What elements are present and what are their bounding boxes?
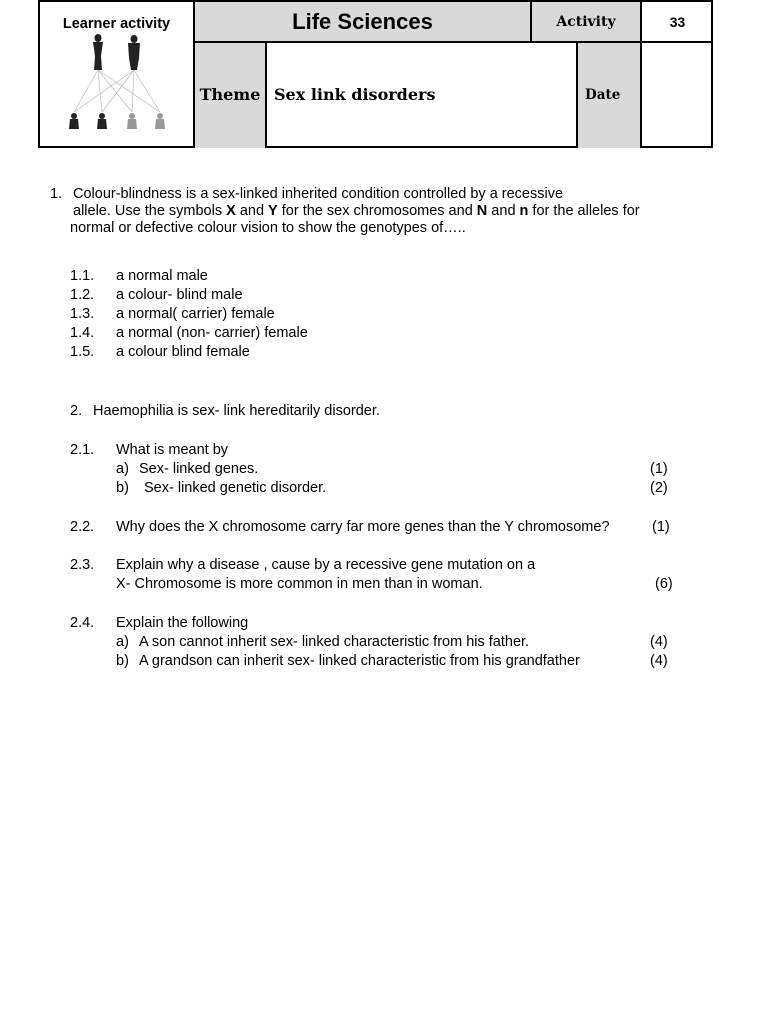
question-1-1-number: 1.1.: [70, 268, 95, 284]
theme-label: Theme: [195, 43, 267, 148]
question-1-3-text: a normal( carrier) female: [116, 306, 275, 322]
question-1-5-text: a colour blind female: [116, 344, 250, 360]
question-1-1-text: a normal male: [116, 268, 208, 284]
header-table: [38, 0, 713, 148]
question-2-4-b-mark: (4): [650, 653, 668, 669]
question-2-1-text: What is meant by: [116, 442, 229, 458]
question-2-1-b-label: b): [116, 480, 129, 496]
question-2-2-text: Why does the X chromosome carry far more genes than the Y chromosome?: [116, 519, 610, 535]
question-2-1-a-text: Sex- linked genes.: [139, 461, 259, 477]
question-2-2-mark: (1): [652, 519, 670, 535]
subject-title: Life Sciences: [195, 2, 532, 43]
activity-number: 33: [642, 2, 713, 43]
learner-activity-label: Learner activity: [62, 16, 171, 32]
question-1-line-1: Colour-blindness is a sex-linked inherited condition controlled by a recessive: [73, 186, 564, 202]
activity-label: Activity: [532, 2, 642, 43]
theme-value: Sex link disorders: [267, 43, 578, 148]
question-1-line-2: allele. Use the symbols X and Y for the sex chromosomes and N and n for the alleles for: [73, 203, 640, 219]
question-2-1-number: 2.1.: [70, 442, 95, 458]
question-2-1-a-mark: (1): [650, 461, 668, 477]
question-1-number: 1.: [50, 186, 63, 202]
question-1-2-text: a colour- blind male: [116, 287, 243, 303]
question-2-4-a-mark: (4): [650, 634, 668, 650]
question-1-3-number: 1.3.: [70, 306, 95, 322]
question-1-4-number: 1.4.: [70, 325, 95, 341]
question-2-3-line-1: Explain why a disease , cause by a recessive gene mutation on a: [116, 557, 536, 573]
date-value: [642, 43, 713, 148]
question-2-3-mark: (6): [655, 576, 673, 592]
question-1-5-number: 1.5.: [70, 344, 95, 360]
question-2-1-a-label: a): [116, 461, 129, 477]
learner-activity-cell: [40, 2, 195, 148]
question-2-4-b-text: A grandson can inherit sex- linked characteristic from his grandfather: [139, 653, 580, 669]
question-1-line-3: normal or defective colour vision to show the genotypes of…..: [70, 220, 466, 236]
question-2-1-b-mark: (2): [650, 480, 668, 496]
question-2-1-b-text: Sex- linked genetic disorder.: [144, 480, 327, 496]
question-2-2-number: 2.2.: [70, 519, 95, 535]
question-2-number: 2.: [70, 403, 83, 419]
family-pedigree-icon: [62, 32, 172, 132]
question-2-4-number: 2.4.: [70, 615, 95, 631]
question-2-3-line-2: X- Chromosome is more common in men than in woman.: [116, 576, 483, 592]
question-2-text: Haemophilia is sex- link hereditarily disorder.: [93, 403, 380, 419]
question-1-2-number: 1.2.: [70, 287, 95, 303]
question-2-4-text: Explain the following: [116, 615, 249, 631]
question-2-3-number: 2.3.: [70, 557, 95, 573]
question-2-4-a-text: A son cannot inherit sex- linked characteristic from his father.: [139, 634, 530, 650]
question-2-4-b-label: b): [116, 653, 129, 669]
date-label: Date: [578, 43, 642, 148]
question-1-4-text: a normal (non- carrier) female: [116, 325, 308, 341]
question-2-4-a-label: a): [116, 634, 129, 650]
